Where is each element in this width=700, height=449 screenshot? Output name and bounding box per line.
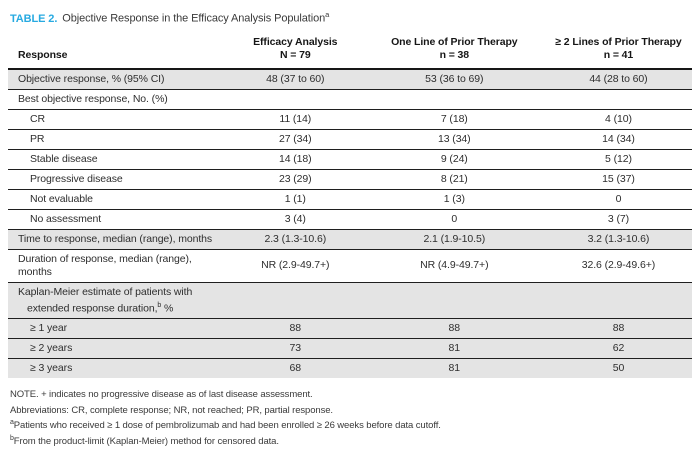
row-value: 11 (14) bbox=[279, 112, 312, 125]
table-row-cr bbox=[8, 110, 692, 130]
row-value: NR (2.9-49.7+) bbox=[261, 259, 330, 272]
row-value: 14 (18) bbox=[278, 152, 312, 165]
row-value: 53 (36 to 69) bbox=[425, 72, 484, 85]
row-label: Progressive disease bbox=[30, 172, 123, 185]
table-row-best-objective-response bbox=[8, 90, 692, 110]
footnote-a: $^a$Patients who received ≥ 1 dose of pembrolizumab and had been enrolled ≥ 26 weeks before data cutoff. bbox=[10, 419, 441, 432]
row-value: 5 (12) bbox=[605, 152, 632, 165]
column-header-one-line-prior-therapy bbox=[364, 33, 545, 65]
row-value: 14 (34) bbox=[602, 132, 635, 145]
table-row-kaplan-meier-estimate bbox=[8, 283, 692, 320]
table-number: TABLE 2. bbox=[10, 12, 58, 25]
row-value: 0 bbox=[615, 192, 622, 205]
row-label: Not evaluable bbox=[30, 192, 93, 205]
table-row-time-to-response bbox=[8, 230, 692, 250]
row-value: 0 bbox=[451, 212, 458, 225]
column-header-response bbox=[8, 46, 227, 65]
column-header-n: N = 79 bbox=[279, 48, 311, 61]
column-header-n: n = 38 bbox=[439, 48, 470, 61]
row-value: 3 (7) bbox=[607, 212, 629, 225]
row-value: 81 bbox=[448, 362, 461, 375]
row-label: PR bbox=[30, 132, 45, 145]
table-title-footnote-mark: a bbox=[325, 10, 330, 19]
row-value: 1 (1) bbox=[284, 192, 306, 205]
column-header-label: One Line of Prior Therapy bbox=[391, 35, 518, 48]
row-value bbox=[227, 297, 364, 303]
footnote-mark-b: b bbox=[157, 301, 162, 309]
row-value: 44 (28 to 60) bbox=[589, 72, 648, 85]
row-value: NR (4.9-49.7+) bbox=[420, 259, 489, 272]
column-header-label: Response bbox=[18, 48, 68, 61]
row-value: 3 (4) bbox=[284, 212, 306, 225]
row-value: 1 (3) bbox=[443, 192, 465, 205]
row-value: 8 (21) bbox=[440, 172, 468, 185]
row-value: 81 bbox=[448, 342, 461, 355]
table-header-row bbox=[8, 33, 692, 70]
table-row-stable-disease bbox=[8, 150, 692, 170]
row-value: 48 (37 to 60) bbox=[266, 72, 325, 85]
row-value: 88 bbox=[448, 322, 461, 335]
row-value bbox=[227, 96, 364, 102]
table-footnotes bbox=[10, 386, 692, 449]
row-value: 62 bbox=[612, 342, 625, 355]
column-header-n: n = 41 bbox=[603, 48, 634, 61]
table-row-ge-2-years bbox=[8, 339, 692, 359]
row-value: 50 bbox=[612, 362, 625, 375]
row-value: 73 bbox=[289, 342, 302, 355]
table-title-text: Objective Response in the Efficacy Analysis Population bbox=[62, 12, 326, 25]
row-label: CR bbox=[30, 112, 45, 125]
row-label: No assessment bbox=[30, 212, 102, 225]
row-value bbox=[364, 297, 545, 303]
table-row-objective-response bbox=[8, 70, 692, 90]
table-row-ge-3-years bbox=[8, 359, 692, 378]
row-value: 32.6 (2.9-49.6+) bbox=[581, 259, 656, 272]
results-table bbox=[8, 33, 692, 379]
row-label: ≥ 1 year bbox=[30, 322, 68, 335]
row-label: Objective response, % (95% CI) bbox=[18, 72, 165, 85]
row-value: 15 (37) bbox=[602, 172, 635, 185]
table-row-pr bbox=[8, 130, 692, 150]
row-value: 2.1 (1.9-10.5) bbox=[423, 232, 486, 245]
row-label: Duration of response, median (range), months bbox=[18, 252, 192, 278]
footnote-mark-b: b bbox=[10, 435, 14, 443]
row-label: Kaplan-Meier estimate of patients with extended response duration,$^b$ % bbox=[18, 285, 193, 315]
row-value: 2.3 (1.3-10.6) bbox=[264, 232, 327, 245]
row-value bbox=[545, 297, 692, 303]
column-header-efficacy-analysis bbox=[227, 33, 364, 65]
row-value: 23 (29) bbox=[278, 172, 312, 185]
column-header-two-plus-lines-prior-therapy bbox=[545, 33, 692, 65]
table-title bbox=[10, 8, 692, 26]
abbreviations-line: Abbreviations: CR, complete response; NR, not reached; PR, partial response. bbox=[10, 404, 333, 416]
footnote-mark-a: a bbox=[10, 419, 14, 427]
row-value: 3.2 (1.3-10.6) bbox=[587, 232, 650, 245]
row-value: 4 (10) bbox=[605, 112, 632, 125]
row-value bbox=[545, 96, 692, 102]
row-value: 9 (24) bbox=[440, 152, 468, 165]
row-value: 88 bbox=[289, 322, 302, 335]
row-value: 88 bbox=[612, 322, 625, 335]
row-label: ≥ 3 years bbox=[30, 362, 73, 375]
row-value: 68 bbox=[289, 362, 302, 375]
note-line: NOTE. + indicates no progressive disease as of last disease assessment. bbox=[10, 389, 313, 401]
row-label: ≥ 2 years bbox=[30, 342, 73, 355]
row-label: Stable disease bbox=[30, 152, 98, 165]
table-row-ge-1-year bbox=[8, 319, 692, 339]
row-label: Best objective response, No. (%) bbox=[18, 92, 168, 105]
row-value: 7 (18) bbox=[440, 112, 468, 125]
row-value: 27 (34) bbox=[278, 132, 312, 145]
column-header-label: Efficacy Analysis bbox=[253, 35, 338, 48]
row-label: Time to response, median (range), months bbox=[18, 232, 213, 245]
table-row-duration-of-response bbox=[8, 250, 692, 283]
table-row-not-evaluable bbox=[8, 190, 692, 210]
row-value: 13 (34) bbox=[438, 132, 471, 145]
table-row-progressive-disease bbox=[8, 170, 692, 190]
footnote-b: $^b$From the product-limit (Kaplan-Meier) method for censored data. bbox=[10, 435, 279, 448]
column-header-label: ≥ 2 Lines of Prior Therapy bbox=[555, 35, 682, 48]
table-row-no-assessment bbox=[8, 210, 692, 230]
row-value bbox=[364, 96, 545, 102]
